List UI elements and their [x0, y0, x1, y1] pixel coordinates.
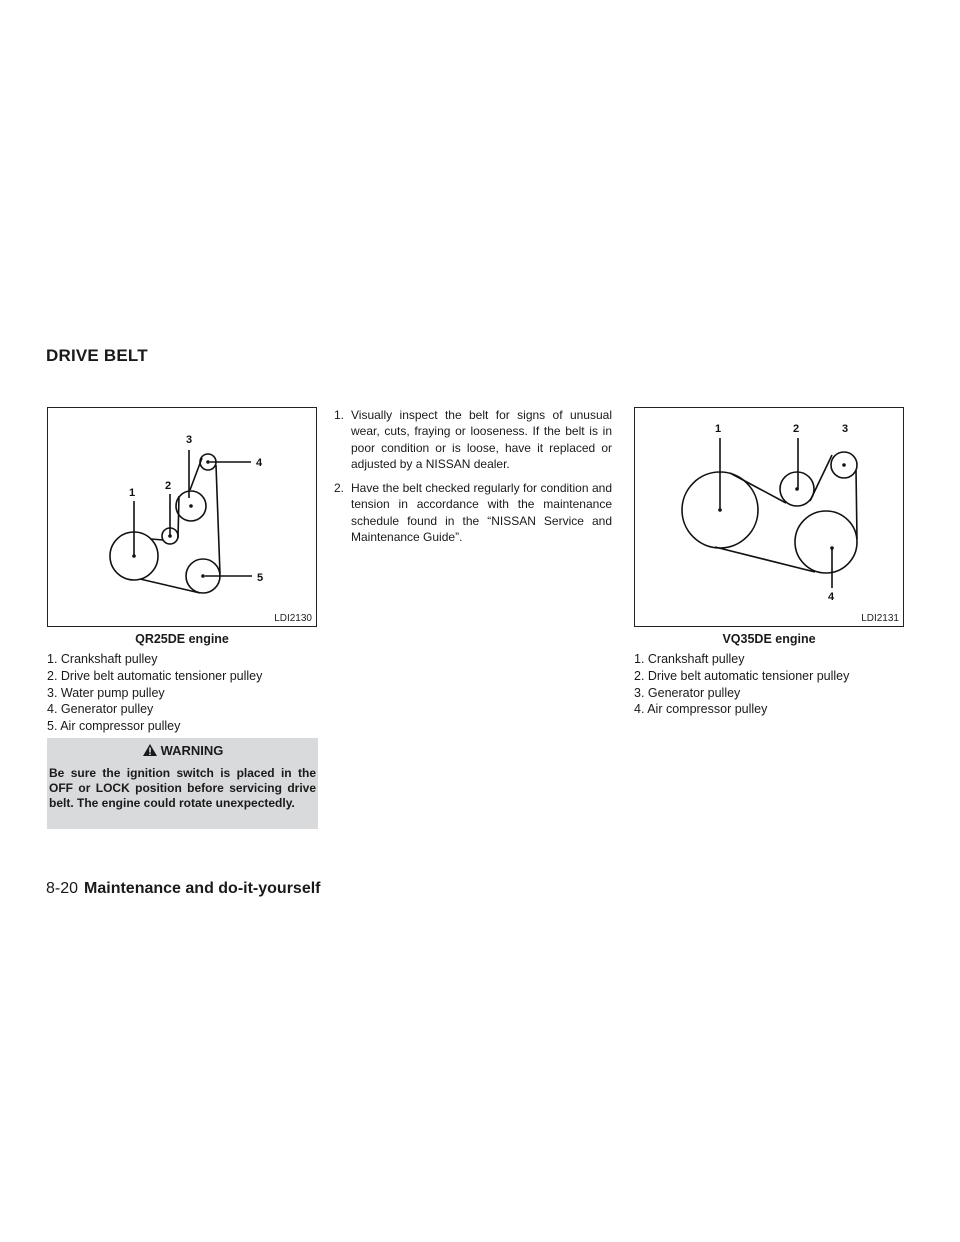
section-title: DRIVE BELT — [46, 346, 148, 365]
inspection-steps — [334, 407, 612, 553]
pulley-legend-left — [47, 651, 262, 735]
figure-caption: VQ35DE engine — [722, 632, 816, 646]
legend-item: 2. Drive belt automatic tensioner pulley — [47, 668, 263, 683]
callout-3: 3 — [186, 434, 193, 446]
legend-item: 4. Air compressor pulley — [634, 702, 768, 717]
warning-triangle-icon — [142, 743, 158, 760]
legend-item: 1. Crankshaft pulley — [634, 652, 745, 666]
callout-4: 4 — [828, 591, 835, 603]
legend-item: 5. Air compressor pulley — [47, 719, 181, 734]
step-number: 2. — [334, 481, 345, 496]
callout-5: 5 — [257, 572, 264, 584]
step-text: Visually inspect the belt for signs of unusual wear, cuts, fraying or looseness. If the belt is in poor condition or is loose, have it replaced or adjusted by a NISSAN dealer. — [351, 408, 612, 471]
callout-2: 2 — [165, 480, 172, 492]
qr25de-belt-drawing — [48, 408, 316, 626]
vq35de-belt-diagram — [634, 407, 904, 627]
qr25de-belt-diagram — [47, 407, 317, 627]
figure-code: LDI2130 — [274, 613, 312, 624]
step-item — [334, 480, 612, 545]
figure-code: LDI2131 — [861, 613, 899, 624]
legend-item: 4. Generator pulley — [47, 702, 154, 717]
chapter-title: Maintenance and do-it-yourself — [84, 880, 321, 897]
step-number: 1. — [334, 408, 345, 422]
legend-item: 1. Crankshaft pulley — [47, 652, 158, 666]
callout-1: 1 — [129, 487, 136, 499]
air-compressor-pulley-shape — [795, 511, 857, 573]
warning-header — [47, 743, 318, 761]
warning-text: Be sure the ignition switch is placed in the OFF or LOCK position before servicing drive belt. The engine could rotate unexpectedly. — [49, 766, 316, 810]
legend-item: 2. Drive belt automatic tensioner pulley — [634, 668, 850, 683]
callout-4: 4 — [256, 457, 263, 469]
legend-item: 3. Water pump pulley — [47, 685, 165, 700]
callout-3: 3 — [842, 423, 849, 435]
warning-title: WARNING — [160, 743, 224, 758]
warning-box — [47, 738, 318, 829]
pulley-legend-right — [634, 651, 849, 718]
legend-item: 3. Generator pulley — [634, 685, 741, 700]
step-item — [334, 407, 612, 472]
figure-caption: QR25DE engine — [135, 632, 229, 646]
vq35de-belt-drawing — [635, 408, 903, 626]
callout-1: 1 — [715, 423, 722, 435]
step-text: Have the belt checked regularly for condition and tension in accordance with the maintenance schedule found in the “NISSAN Service and Maintenance Guide”. — [351, 481, 612, 545]
page-number: 8-20 — [46, 880, 79, 897]
page-footer — [46, 880, 321, 898]
callout-2: 2 — [793, 423, 800, 435]
